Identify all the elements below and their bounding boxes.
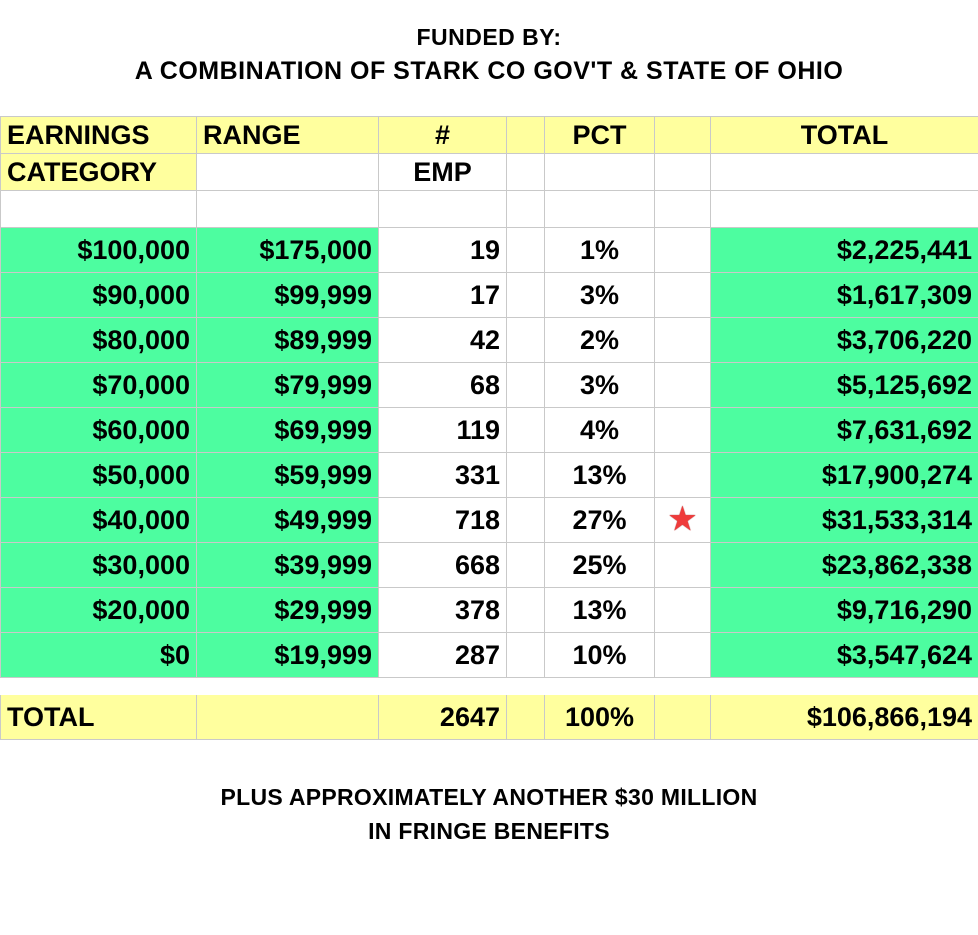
- footer-line-2: IN FRINGE BENEFITS: [368, 818, 610, 844]
- gap-cell-7: [711, 678, 978, 694]
- gap-cell-6: [655, 678, 711, 694]
- spacer-cell-4: [507, 191, 545, 228]
- spacer-cell-1: [1, 191, 197, 228]
- table-row: [1, 408, 978, 453]
- earnings-table: [0, 116, 978, 740]
- total-row-employees: 2647: [379, 694, 507, 740]
- gap-cell-2: [197, 678, 379, 694]
- cell-star: [655, 453, 711, 498]
- gap-cell-1: [1, 678, 197, 694]
- spacer-cell-5: [545, 191, 655, 228]
- cell-gap-1: [507, 588, 545, 633]
- table-header-row-1: [1, 117, 978, 154]
- total-row-label: TOTAL: [1, 694, 197, 740]
- table-row: [1, 498, 978, 543]
- cell-gap-1: [507, 498, 545, 543]
- cell-total: $23,862,338: [711, 543, 978, 588]
- cell-range-high: $99,999: [197, 273, 379, 318]
- cell-range-high: $175,000: [197, 228, 379, 273]
- spacer-cell-7: [711, 191, 978, 228]
- cell-employees: 287: [379, 633, 507, 678]
- total-row-pct: 100%: [545, 694, 655, 740]
- column-header-count: #: [379, 117, 507, 154]
- cell-employees: 378: [379, 588, 507, 633]
- spacer-cell-6: [655, 191, 711, 228]
- cell-employees: 19: [379, 228, 507, 273]
- total-row-gap-2: [655, 694, 711, 740]
- cell-employees: 119: [379, 408, 507, 453]
- cell-star: [655, 228, 711, 273]
- cell-pct: 3%: [545, 363, 655, 408]
- cell-pct: 13%: [545, 453, 655, 498]
- column-header-emp: EMP: [379, 154, 507, 191]
- header-gap-cell-2: [655, 117, 711, 154]
- total-row-blank: [197, 694, 379, 740]
- table-row: [1, 273, 978, 318]
- cell-total: $3,547,624: [711, 633, 978, 678]
- cell-star: [655, 273, 711, 318]
- cell-range-low: $70,000: [1, 363, 197, 408]
- subheader-blank-1: [197, 154, 379, 191]
- table-total-row: [1, 694, 978, 740]
- cell-gap-1: [507, 228, 545, 273]
- cell-pct: 27%: [545, 498, 655, 543]
- table-row: [1, 363, 978, 408]
- cell-range-low: $80,000: [1, 318, 197, 363]
- cell-pct: 13%: [545, 588, 655, 633]
- cell-star: [655, 318, 711, 363]
- table-gap-row: [1, 678, 978, 694]
- cell-star: [655, 363, 711, 408]
- cell-range-high: $79,999: [197, 363, 379, 408]
- cell-range-low: $100,000: [1, 228, 197, 273]
- cell-range-low: $50,000: [1, 453, 197, 498]
- cell-gap-1: [507, 543, 545, 588]
- cell-range-high: $29,999: [197, 588, 379, 633]
- cell-star: [655, 498, 711, 543]
- gap-cell-5: [545, 678, 655, 694]
- footer-line-1: PLUS APPROXIMATELY ANOTHER $30 MILLION: [220, 784, 758, 810]
- cell-star: [655, 588, 711, 633]
- cell-range-high: $89,999: [197, 318, 379, 363]
- table-body: [1, 117, 978, 740]
- star-icon: ★: [669, 503, 696, 536]
- footer-note: [0, 740, 978, 848]
- cell-total: $17,900,274: [711, 453, 978, 498]
- cell-pct: 3%: [545, 273, 655, 318]
- table-row: [1, 588, 978, 633]
- title-line-2: A COMBINATION OF STARK CO GOV'T & STATE OF OHIO: [134, 57, 844, 85]
- table-row: [1, 318, 978, 363]
- cell-total: $9,716,290: [711, 588, 978, 633]
- title-line-1: FUNDED BY:: [416, 24, 562, 50]
- table-row: [1, 453, 978, 498]
- cell-range-low: $40,000: [1, 498, 197, 543]
- cell-total: $31,533,314: [711, 498, 978, 543]
- cell-range-high: $59,999: [197, 453, 379, 498]
- cell-gap-1: [507, 453, 545, 498]
- cell-pct: 4%: [545, 408, 655, 453]
- cell-range-low: $20,000: [1, 588, 197, 633]
- cell-range-low: $90,000: [1, 273, 197, 318]
- cell-gap-1: [507, 633, 545, 678]
- cell-range-high: $19,999: [197, 633, 379, 678]
- cell-total: $2,225,441: [711, 228, 978, 273]
- total-row-total: $106,866,194: [711, 694, 978, 740]
- cell-range-low: $0: [1, 633, 197, 678]
- cell-pct: 1%: [545, 228, 655, 273]
- cell-range-low: $30,000: [1, 543, 197, 588]
- gap-cell-3: [379, 678, 507, 694]
- cell-range-low: $60,000: [1, 408, 197, 453]
- gap-cell-4: [507, 678, 545, 694]
- total-row-gap-1: [507, 694, 545, 740]
- cell-star: [655, 408, 711, 453]
- page-title: [0, 0, 978, 88]
- column-header-total: TOTAL: [711, 117, 978, 154]
- cell-star: [655, 633, 711, 678]
- cell-employees: 668: [379, 543, 507, 588]
- spacer-cell-3: [379, 191, 507, 228]
- subheader-blank-4: [655, 154, 711, 191]
- table-spacer-row: [1, 191, 978, 228]
- subheader-blank-2: [507, 154, 545, 191]
- table-row: [1, 228, 978, 273]
- cell-gap-1: [507, 363, 545, 408]
- cell-employees: 17: [379, 273, 507, 318]
- header-gap-cell-1: [507, 117, 545, 154]
- cell-range-high: $69,999: [197, 408, 379, 453]
- column-header-category: CATEGORY: [1, 154, 197, 191]
- spacer-cell-2: [197, 191, 379, 228]
- cell-range-high: $49,999: [197, 498, 379, 543]
- table-row: [1, 633, 978, 678]
- table-row: [1, 543, 978, 588]
- table-header-row-2: [1, 154, 978, 191]
- cell-pct: 10%: [545, 633, 655, 678]
- cell-gap-1: [507, 318, 545, 363]
- cell-employees: 331: [379, 453, 507, 498]
- cell-employees: 718: [379, 498, 507, 543]
- cell-star: [655, 543, 711, 588]
- cell-gap-1: [507, 273, 545, 318]
- subheader-blank-3: [545, 154, 655, 191]
- cell-total: $1,617,309: [711, 273, 978, 318]
- subheader-blank-5: [711, 154, 978, 191]
- cell-total: $3,706,220: [711, 318, 978, 363]
- cell-range-high: $39,999: [197, 543, 379, 588]
- cell-total: $5,125,692: [711, 363, 978, 408]
- column-header-earnings: EARNINGS: [1, 117, 197, 154]
- cell-employees: 42: [379, 318, 507, 363]
- cell-gap-1: [507, 408, 545, 453]
- cell-employees: 68: [379, 363, 507, 408]
- column-header-pct: PCT: [545, 117, 655, 154]
- cell-pct: 25%: [545, 543, 655, 588]
- cell-pct: 2%: [545, 318, 655, 363]
- column-header-range: RANGE: [197, 117, 379, 154]
- cell-total: $7,631,692: [711, 408, 978, 453]
